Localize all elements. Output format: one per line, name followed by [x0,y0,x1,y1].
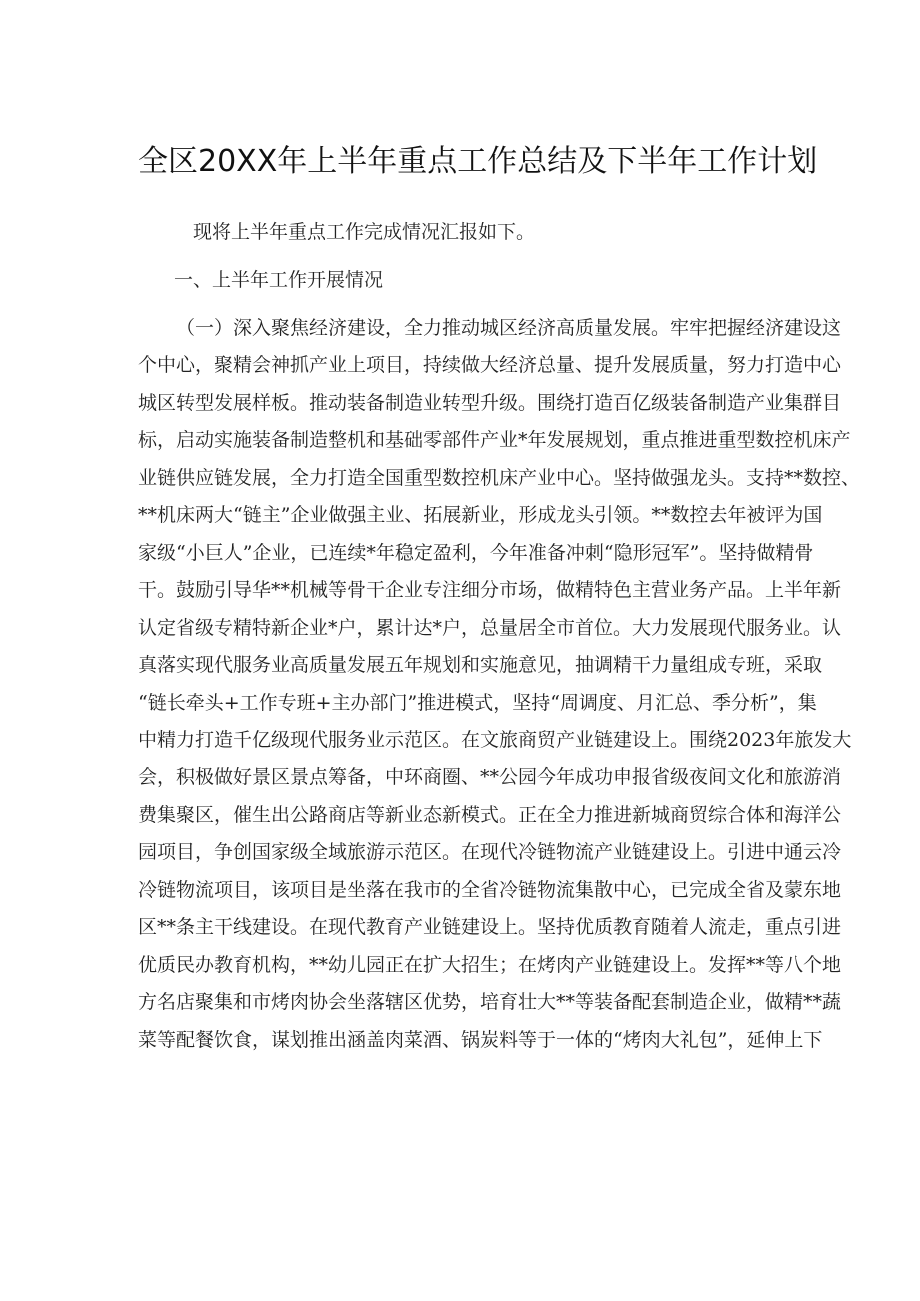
paragraph-line: 费集聚区，催生出公路商店等新业态新模式。正在全力推进新城商贸综合体和海洋公 [138,803,842,826]
section-heading: 一、上半年工作开展情况 [174,269,384,291]
paragraph-line: 会，积极做好景区景点筹备，中环商圈、**公园今年成功申报省级夜间文化和旅游消 [138,766,842,789]
paragraph-line: “链长牵头+工作专班+主办部门”推进模式，坚持“周调度、月汇总、季分析”，集 [138,691,817,714]
paragraph-line: 标，启动实施装备制造整机和基础零部件产业*年发展规划，重点推进重型数控机床产 [138,429,851,452]
intro-paragraph: 现将上半年重点工作完成情况汇报如下。 [193,221,536,243]
paragraph-line: 冷链物流项目，该项目是坐落在我市的全省冷链物流集散中心，已完成全省及蒙东地 [138,878,842,901]
paragraph-line: 家级“小巨人”企业，已连续*年稳定盈利，今年准备冲刺“隐形冠军”。坚持做精骨 [138,541,814,564]
paragraph-line: 认定省级专精特新企业*户，累计达*户，总量居全市首位。大力发展现代服务业。认 [138,616,842,639]
paragraph-line: 业链供应链发展，全力打造全国重型数控机床产业中心。坚持做强龙头。支持**数控、 [138,466,861,489]
paragraph-line: **机床两大“链主”企业做强主业、拓展新业，形成龙头引领。**数控去年被评为国 [138,504,823,527]
paragraph-line: 方名店聚集和市烤肉协会坐落辖区优势，培育壮大**等装备配套制造企业，做精**蔬 [138,991,842,1014]
paragraph-line: 真落实现代服务业高质量发展五年规划和实施意见，抽调精干力量组成专班，采取 [138,654,823,677]
paragraph-line: 区**条主干线建设。在现代教育产业链建设上。坚持优质教育随着人流走，重点引进 [138,916,842,939]
paragraph-line: （一）深入聚焦经济建设，全力推动城区经济高质量发展。牢牢把握经济建设这 [176,317,842,339]
paragraph-line: 园项目，争创国家级全域旅游示范区。在现代冷链物流产业链建设上。引进中通云冷 [138,841,842,864]
paragraph-line: 优质民办教育机构，**幼儿园正在扩大招生；在烤肉产业链建设上。发挥**等八个地 [138,953,842,976]
paragraph-line: 城区转型发展样板。推动装备制造业转型升级。围绕打造百亿级装备制造产业集群目 [138,391,842,414]
paragraph-line: 干。鼓励引导华**机械等骨干企业专注细分市场，做精特色主营业务产品。上半年新 [138,579,842,602]
document-title: 全区20XX年上半年重点工作总结及下半年工作计划 [138,144,818,179]
paragraph-line: 中精力打造千亿级现代服务业示范区。在文旅商贸产业链建设上。围绕2023年旅发大 [138,728,852,751]
paragraph-line: 个中心，聚精会神抓产业上项目，持续做大经济总量、提升发展质量，努力打造中心 [138,354,842,377]
paragraph-line: 菜等配餐饮食，谋划推出涵盖肉菜酒、锅炭料等于一体的“烤肉大礼包”，延伸上下 [138,1028,823,1051]
